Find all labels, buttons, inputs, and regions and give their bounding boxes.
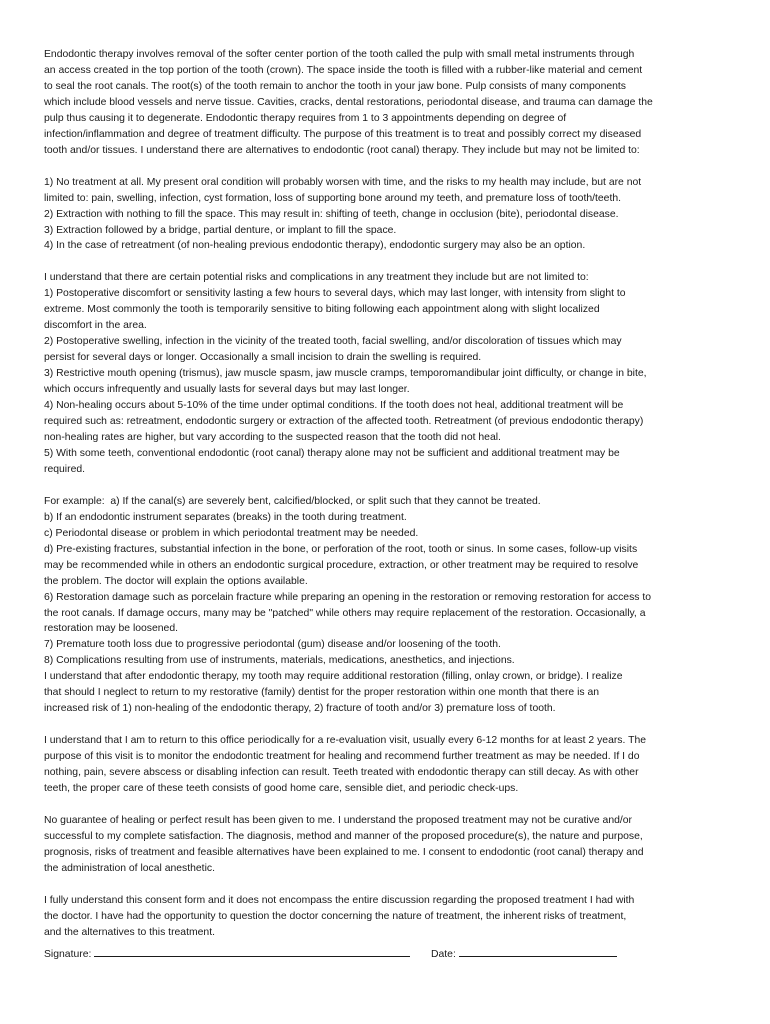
paragraph-spacer <box>44 159 726 175</box>
signature-field[interactable] <box>94 946 410 957</box>
text-line: an access created in the top portion of the tooth (crown). The space inside the tooth is filled with a rubber-like material and cement <box>44 64 643 76</box>
signature-row <box>44 946 726 963</box>
text-line: the root canals. If damage occurs, many may be "patched" while others may require replacement of the restoration. Occasionally, a <box>44 607 646 619</box>
intro-paragraph <box>44 47 726 159</box>
text-line: persist for several days or longer. Occasionally a small incision to drain the swelling is required. <box>44 352 482 364</box>
guarantee-paragraph <box>44 813 726 877</box>
date-group <box>431 946 617 963</box>
text-line: restoration may be loosened. <box>44 623 179 635</box>
text-line: I understand that I am to return to this office periodically for a re-evaluation visit, usually every 6-12 months for at least 2 years. The <box>44 735 646 747</box>
text-line: which occurs infrequently and usually lasts for several days but may last longer. <box>44 384 410 396</box>
text-line: 8) Complications resulting from use of instruments, materials, medications, anesthetics, and injections. <box>44 655 515 667</box>
text-line: 7) Premature tooth loss due to progressive periodontal (gum) disease and/or loosening of the tooth. <box>44 639 501 651</box>
risks-paragraph <box>44 270 726 477</box>
text-line: No guarantee of healing or perfect result has been given to me. I understand the proposed treatment may not be curative and/or <box>44 814 633 826</box>
text-line: discomfort in the area. <box>44 320 147 332</box>
examples-paragraph <box>44 494 726 717</box>
text-line: successful to my complete satisfaction. The diagnosis, method and manner of the proposed procedure(s), the nature and purpose, <box>44 830 643 842</box>
text-line: increased risk of 1) non-healing of the endodontic therapy, 2) fracture of tooth and/or 3) premature loss of tooth. <box>44 703 556 715</box>
text-line: non-healing rates are higher, but vary according to the suspected reason that the tooth did not heal. <box>44 431 501 443</box>
paragraph-spacer <box>44 877 726 893</box>
text-line: which include blood vessels and nerve tissue. Cavities, cracks, dental restorations, periodontal disease, and trauma can damage the <box>44 96 653 108</box>
text-line: 4) In the case of retreatment (of non-healing previous endodontic therapy), endodontic surgery may also be an option. <box>44 240 586 252</box>
text-line: teeth, the proper care of these teeth consists of good home care, sensible diet, and periodic check-ups. <box>44 783 519 795</box>
signature-label: Signature: <box>44 949 92 960</box>
date-label: Date: <box>431 949 456 960</box>
text-line: may be recommended while in others an endodontic surgical procedure, extraction, or other treatment may be required to resolve <box>44 559 639 571</box>
text-line: 3) Extraction followed by a bridge, partial denture, or implant to fill the space. <box>44 224 397 236</box>
text-line: purpose of this visit is to monitor the endodontic treatment for healing and recommend further treatment as may be needed. If I do <box>44 751 640 763</box>
text-line: required such as: retreatment, endodontic surgery or extraction of the affected tooth. Retreatment (of previous endodontic therapy) <box>44 416 644 428</box>
reevaluation-paragraph <box>44 733 726 797</box>
paragraph-spacer <box>44 717 726 733</box>
text-line: to seal the root canals. The root(s) of the tooth remain to anchor the tooth in your jaw bone. Pulp consists of many components <box>44 80 627 92</box>
alternatives-paragraph <box>44 175 726 255</box>
text-line: prognosis, risks of treatment and feasible alternatives have been explained to me. I consent to endodontic (root canal) therapy and <box>44 846 644 858</box>
text-line: I fully understand this consent form and it does not encompass the entire discussion regarding the proposed treatment I had with <box>44 894 635 906</box>
text-line: Endodontic therapy involves removal of the softer center portion of the tooth called the pulp with small metal instruments through <box>44 49 635 60</box>
text-line: 4) Non-healing occurs about 5-10% of the time under optimal conditions. If the tooth does not heal, additional treatment will be <box>44 400 624 412</box>
text-line: pulp thus causing it to degenerate. Endodontic therapy requires from 1 to 3 appointments depending on degree of <box>44 112 567 124</box>
text-line: 2) Extraction with nothing to fill the space. This may result in: shifting of teeth, change in occlusion (bite), periodontal disease. <box>44 208 619 220</box>
text-line: the problem. The doctor will explain the options available. <box>44 575 308 587</box>
text-line: the administration of local anesthetic. <box>44 862 215 874</box>
consent-document <box>44 47 726 941</box>
text-line: c) Periodontal disease or problem in which periodontal treatment may be needed. <box>44 527 419 539</box>
paragraph-spacer <box>44 797 726 813</box>
text-line: I understand that after endodontic therapy, my tooth may require additional restoration (filling, onlay crown, or bridge). I realize <box>44 671 623 683</box>
text-line: d) Pre-existing fractures, substantial infection in the bone, or perforation of the root, tooth or sinus. In some cases, follow-up visits <box>44 543 638 555</box>
date-field[interactable] <box>459 946 617 957</box>
paragraph-spacer <box>44 254 726 270</box>
understanding-paragraph <box>44 893 726 941</box>
text-line: 1) Postoperative discomfort or sensitivity lasting a few hours to several days, which may last longer, with intensity from slight to <box>44 288 626 300</box>
text-line: 6) Restoration damage such as porcelain fracture while preparing an opening in the restoration or removing restoration for access to <box>44 591 652 603</box>
text-line: limited to: pain, swelling, infection, cyst formation, loss of supporting bone around my teeth, and premature loss of tooth/teeth. <box>44 192 621 204</box>
paragraph-spacer <box>44 478 726 494</box>
text-line: the doctor. I have had the opportunity to question the doctor concerning the nature of treatment, the inherent risks of treatment, <box>44 910 627 922</box>
text-line: 5) With some teeth, conventional endodontic (root canal) therapy alone may not be sufficient and additional treatment may be <box>44 447 620 459</box>
text-line: required. <box>44 463 86 475</box>
text-line: b) If an endodontic instrument separates (breaks) in the tooth during treatment. <box>44 511 407 523</box>
text-line: that should I neglect to return to my restorative (family) dentist for the proper restoration within one month that there is an <box>44 687 600 699</box>
text-line: 3) Restrictive mouth opening (trismus), jaw muscle spasm, jaw muscle cramps, temporomandibular joint difficulty, or change in bite, <box>44 368 647 380</box>
text-line: and the alternatives to this treatment. <box>44 926 215 938</box>
text-line: infection/inflammation and degree of treatment difficulty. The purpose of this treatment is to treat and possibly correct my diseased <box>44 128 642 140</box>
text-line: I understand that there are certain potential risks and complications in any treatment they include but are not limited to: <box>44 272 589 284</box>
text-line: tooth and/or tissues. I understand there are alternatives to endodontic (root canal) therapy. They include but may not be limited to: <box>44 144 640 156</box>
text-line: nothing, pain, severe abscess or disabling infection can result. Teeth treated with endodontic therapy can still decay. As with other <box>44 767 639 779</box>
text-line: extreme. Most commonly the tooth is temporarily sensitive to biting following each appointment along with slight localized <box>44 304 600 316</box>
text-line: 2) Postoperative swelling, infection in the vicinity of the treated tooth, facial swelling, and/or discoloration of tissues which may <box>44 336 622 348</box>
text-line: For example: a) If the canal(s) are severely bent, calcified/blocked, or split such that they cannot be treated. <box>44 495 541 507</box>
text-line: 1) No treatment at all. My present oral condition will probably worsen with time, and the risks to my health may include, but are not <box>44 176 642 188</box>
